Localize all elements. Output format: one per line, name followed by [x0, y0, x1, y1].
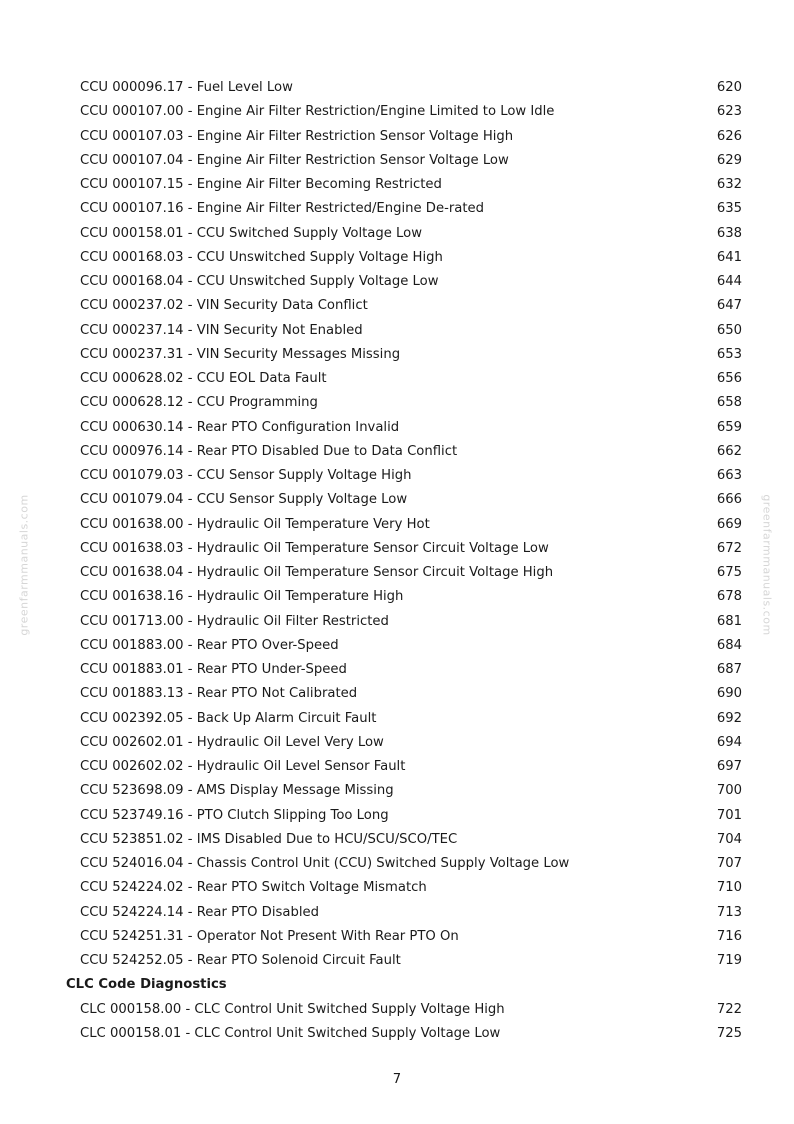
toc-entry[interactable] — [0, 222, 794, 246]
toc-entry[interactable] — [0, 440, 794, 464]
toc-entry-page: 644 — [716, 274, 742, 289]
toc-entry[interactable] — [0, 173, 794, 197]
toc-entry[interactable] — [0, 610, 794, 634]
toc-section-heading[interactable] — [0, 973, 794, 997]
watermark-right: greenfarmmanuals.com — [760, 494, 774, 636]
toc-entry[interactable] — [0, 585, 794, 609]
toc-entry[interactable] — [0, 634, 794, 658]
toc-entry[interactable] — [0, 100, 794, 124]
toc-entry-title: CCU 002602.01 - Hydraulic Oil Level Very Low — [80, 734, 384, 750]
toc-entry-page: 713 — [716, 904, 742, 920]
toc-entry-title: CCU 000096.17 - Fuel Level Low — [80, 80, 293, 95]
toc-entry-page: 687 — [716, 662, 742, 677]
toc-entry-page: 635 — [716, 201, 742, 217]
toc-entry-page: 666 — [716, 492, 742, 508]
toc-entry-title: CCU 000158.01 - CCU Switched Supply Voltage Low — [80, 225, 423, 241]
toc-entry-page: 659 — [716, 419, 742, 435]
toc-entry[interactable] — [0, 391, 794, 415]
toc-entry[interactable] — [0, 319, 794, 343]
toc-entry[interactable] — [0, 755, 794, 779]
toc-entry-page: 694 — [716, 734, 742, 750]
toc-entry-page: 669 — [716, 516, 742, 532]
toc-entry-page: 678 — [716, 589, 742, 605]
toc-entry[interactable] — [0, 294, 794, 318]
toc-entry-title: CCU 000107.04 - Engine Air Filter Restriction Sensor Voltage Low — [80, 152, 509, 168]
toc-entry-page: 690 — [716, 686, 742, 702]
toc-entry-title: CCU 524224.14 - Rear PTO Disabled — [80, 904, 319, 920]
toc-entry-title: CCU 001079.04 - CCU Sensor Supply Voltage Low — [80, 492, 408, 508]
toc-entry-title: CCU 001638.03 - Hydraulic Oil Temperature Sensor Circuit Voltage Low — [80, 540, 549, 556]
toc-entry[interactable] — [0, 197, 794, 221]
toc-entry-title: CCU 000107.00 - Engine Air Filter Restriction/Engine Limited to Low Idle — [80, 104, 555, 120]
toc-entry-page: 662 — [716, 443, 742, 459]
toc-entry-title: CCU 000628.12 - CCU Programming — [80, 395, 318, 411]
toc-entry-page: 632 — [716, 177, 742, 192]
toc-entry[interactable] — [0, 682, 794, 706]
toc-entry[interactable] — [0, 513, 794, 537]
toc-entry-page: 650 — [716, 322, 742, 338]
toc-entry-page: 675 — [716, 565, 742, 580]
toc-entry-title: CCU 000237.14 - VIN Security Not Enabled — [80, 322, 363, 338]
toc-entry-page: 656 — [716, 371, 742, 386]
toc-entry-title: CCU 002602.02 - Hydraulic Oil Level Sensor Fault — [80, 759, 406, 774]
toc-entry-page: 672 — [716, 540, 742, 556]
toc-entry-title: CCU 001713.00 - Hydraulic Oil Filter Restricted — [80, 613, 389, 629]
toc-entry-title: CCU 001638.04 - Hydraulic Oil Temperature Sensor Circuit Voltage High — [80, 565, 554, 580]
watermark-left: greenfarmmanuals.com — [17, 494, 31, 636]
toc-entry-page: 719 — [716, 953, 742, 968]
toc-entry-page: 638 — [716, 225, 742, 241]
toc-entry-title: CCU 524016.04 - Chassis Control Unit (CCU) Switched Supply Voltage Low — [80, 856, 570, 871]
toc-entry-title: CLC 000158.00 - CLC Control Unit Switched Supply Voltage High — [80, 1001, 505, 1017]
toc-entry[interactable] — [0, 561, 794, 585]
toc-entry[interactable] — [0, 76, 794, 100]
toc-entry-page: 700 — [716, 783, 742, 799]
toc-entry-page: 658 — [716, 395, 742, 411]
toc-entry[interactable] — [0, 876, 794, 900]
toc-entry[interactable] — [0, 731, 794, 755]
toc-entry-page: 701 — [716, 807, 742, 823]
toc-entry-page: 725 — [716, 1025, 742, 1041]
toc-entry-page: 710 — [716, 880, 742, 896]
toc-entry[interactable] — [0, 343, 794, 367]
toc-entry-title: CCU 001638.00 - Hydraulic Oil Temperature Very Hot — [80, 516, 430, 532]
toc-entry[interactable] — [0, 149, 794, 173]
toc-entry-title: CCU 000630.14 - Rear PTO Configuration Invalid — [80, 419, 400, 435]
toc-entry-page: 716 — [716, 928, 742, 944]
toc-entry-title: CCU 000107.16 - Engine Air Filter Restricted/Engine De-rated — [80, 201, 484, 217]
toc-entry-title: CCU 000976.14 - Rear PTO Disabled Due to Data Conflict — [80, 443, 458, 459]
toc-entry-title: CCU 001883.00 - Rear PTO Over-Speed — [80, 637, 339, 653]
toc-entry[interactable] — [0, 779, 794, 803]
toc-entry[interactable] — [0, 1022, 794, 1046]
toc-entry-page: 653 — [716, 346, 742, 362]
table-of-contents — [0, 76, 794, 1046]
toc-entry[interactable] — [0, 246, 794, 270]
toc-entry[interactable] — [0, 998, 794, 1022]
toc-entry-page: 623 — [716, 104, 742, 120]
toc-entry[interactable] — [0, 367, 794, 391]
toc-entry[interactable] — [0, 949, 794, 973]
toc-entry[interactable] — [0, 537, 794, 561]
toc-entry[interactable] — [0, 488, 794, 512]
toc-entry-page: 681 — [716, 613, 742, 629]
toc-entry[interactable] — [0, 852, 794, 876]
toc-entry-title: CLC 000158.01 - CLC Control Unit Switched Supply Voltage Low — [80, 1025, 501, 1041]
toc-entry-page: 620 — [716, 80, 742, 95]
toc-entry-page: 641 — [716, 249, 742, 265]
toc-entry-page: 704 — [716, 831, 742, 847]
toc-entry-title: CCU 524252.05 - Rear PTO Solenoid Circuit Fault — [80, 953, 401, 968]
toc-entry[interactable] — [0, 901, 794, 925]
toc-entry[interactable] — [0, 270, 794, 294]
toc-entry[interactable] — [0, 125, 794, 149]
toc-entry-title: CCU 002392.05 - Back Up Alarm Circuit Fault — [80, 710, 377, 726]
toc-entry-title: CCU 523698.09 - AMS Display Message Missing — [80, 783, 394, 799]
toc-entry[interactable] — [0, 925, 794, 949]
toc-entry-page: 626 — [716, 128, 742, 144]
toc-entry-page: 697 — [716, 759, 742, 774]
toc-entry-title: CCU 000237.31 - VIN Security Messages Missing — [80, 346, 401, 362]
toc-entry-title: CCU 000628.02 - CCU EOL Data Fault — [80, 371, 327, 386]
toc-entry-page: 684 — [716, 637, 742, 653]
toc-entry-title: CCU 523749.16 - PTO Clutch Slipping Too Long — [80, 807, 389, 823]
toc-entry[interactable] — [0, 658, 794, 682]
toc-entry[interactable] — [0, 707, 794, 731]
toc-entry-title: CCU 000168.04 - CCU Unswitched Supply Voltage Low — [80, 274, 439, 289]
toc-entry-title: CCU 001883.01 - Rear PTO Under-Speed — [80, 662, 347, 677]
toc-entry-title: CCU 523851.02 - IMS Disabled Due to HCU/SCU/SCO/TEC — [80, 831, 458, 847]
toc-entry-page: 692 — [716, 710, 742, 726]
toc-entry-page: 663 — [716, 468, 742, 483]
toc-entry-page: 722 — [716, 1001, 742, 1017]
toc-entry[interactable] — [0, 828, 794, 852]
toc-entry-title: CCU 524224.02 - Rear PTO Switch Voltage Mismatch — [80, 880, 427, 896]
toc-entry-page: 629 — [716, 152, 742, 168]
toc-entry[interactable] — [0, 804, 794, 828]
toc-entry-title: CCU 001079.03 - CCU Sensor Supply Voltage High — [80, 468, 412, 483]
toc-entry-page: 707 — [716, 856, 742, 871]
section-title: CLC Code Diagnostics — [66, 977, 227, 993]
toc-entry-title: CCU 000107.15 - Engine Air Filter Becoming Restricted — [80, 177, 442, 192]
toc-entry-title: CCU 000107.03 - Engine Air Filter Restriction Sensor Voltage High — [80, 128, 514, 144]
toc-entry-title: CCU 000237.02 - VIN Security Data Conflict — [80, 298, 368, 314]
page-number: 7 — [392, 1072, 402, 1087]
toc-entry[interactable] — [0, 464, 794, 488]
toc-entry[interactable] — [0, 416, 794, 440]
toc-entry-title: CCU 000168.03 - CCU Unswitched Supply Voltage High — [80, 249, 443, 265]
toc-entry-title: CCU 001883.13 - Rear PTO Not Calibrated — [80, 686, 358, 702]
toc-entry-page: 647 — [716, 298, 742, 314]
toc-entry-title: CCU 524251.31 - Operator Not Present With Rear PTO On — [80, 928, 459, 944]
toc-entry-title: CCU 001638.16 - Hydraulic Oil Temperature High — [80, 589, 404, 605]
